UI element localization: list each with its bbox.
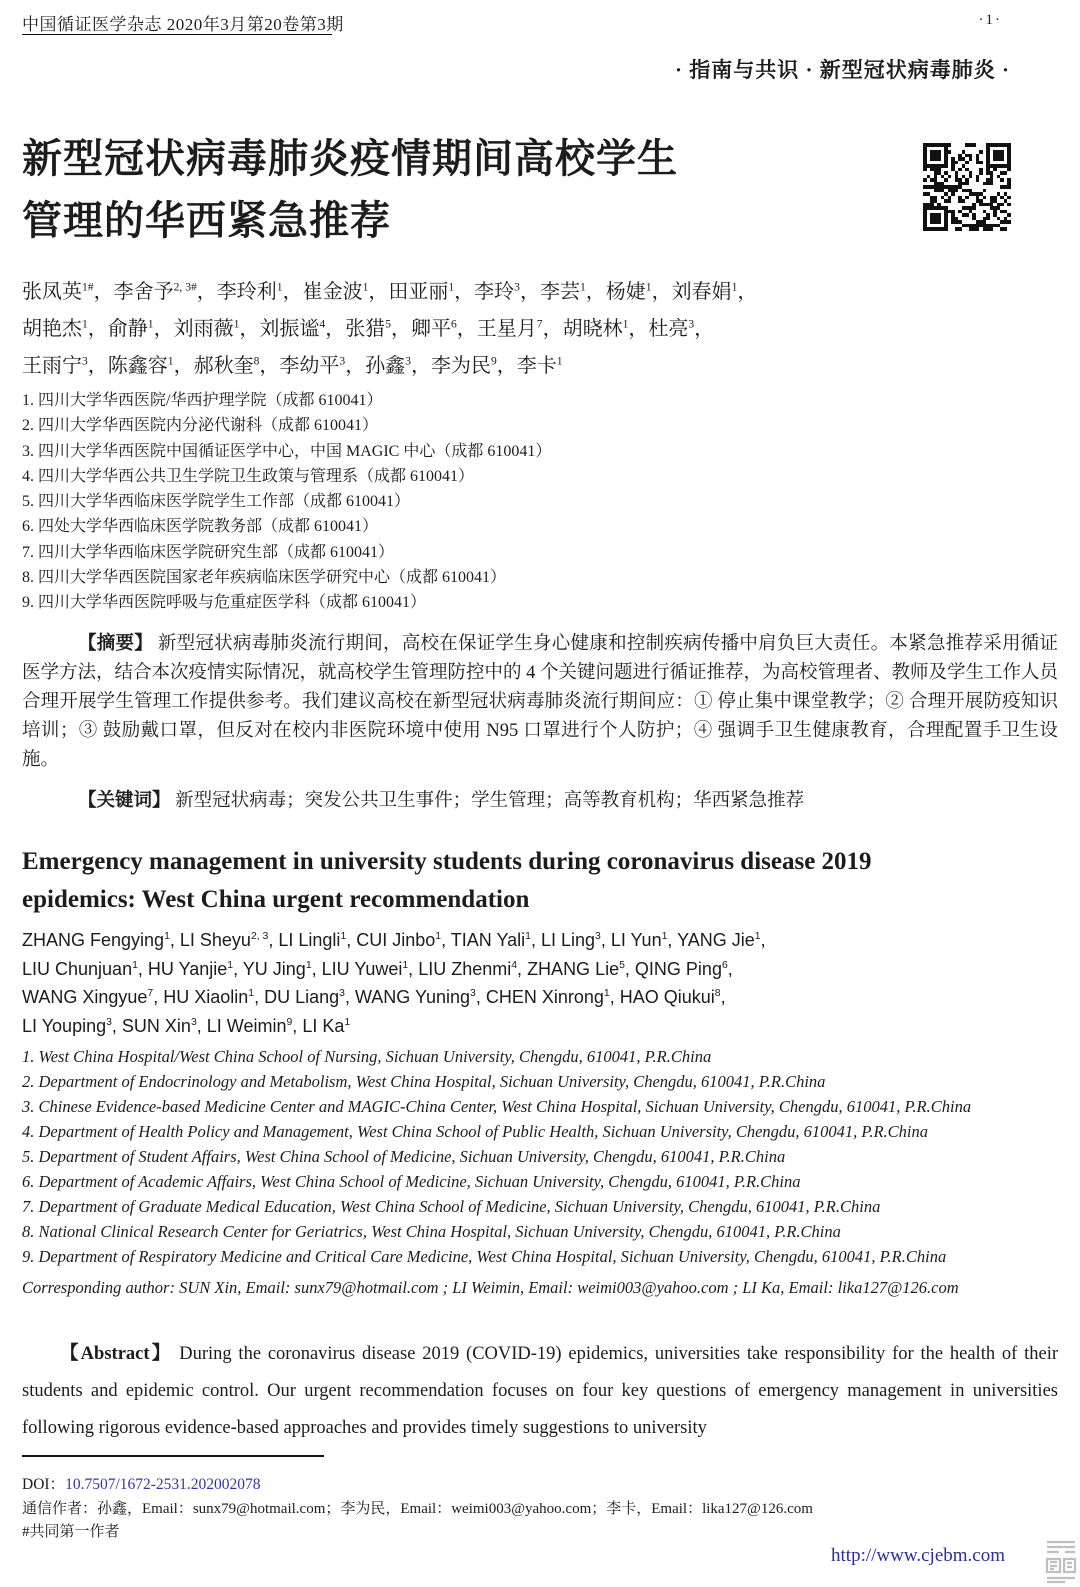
- author-affiliation-sup: 4: [511, 959, 518, 971]
- author-name: WANG Xingyue$^7$: [22, 987, 154, 1007]
- affiliation-cn-item: 2. 四川大学华西医院内分泌代谢科（成都 610041）: [22, 417, 379, 435]
- article-title-cn-line1: 新型冠状病毒肺炎疫情期间高校学生: [22, 137, 678, 181]
- author-affiliation-sup: 1: [622, 317, 629, 331]
- author-name: LI Ling$^3$: [540, 930, 601, 950]
- author-name: 王星月$^7$: [476, 317, 543, 340]
- author-name: 李玲$^3$: [474, 280, 520, 303]
- author-name: LI Weimin$^9$: [206, 1015, 293, 1036]
- abstract-cn-text: 新型冠状病毒肺炎流行期间，高校在保证学生身心健康和控制疾病传播中肩负巨大责任。本紧急推荐采用循证医学方法，结合本次疫情实际情况，就高校学生管理防控中的 4 个关键问题进行循证推荐，为高校管理者、教师及学生工作人员合理开展学生管理工作提供参考。我们建议高校在新型冠状病毒肺炎流行期间应：① 停止集中课堂教学；② 合理开展防疫知识培训；③ 鼓励戴口罩，但反对在校内非医院环境中使用 N95 口罩进行个人防护；④ 强调手卫生健康教育，合理配置手卫生设施。: [22, 634, 1059, 770]
- co-first-author-note: #共同第一作者: [22, 1524, 120, 1540]
- doi-link[interactable]: 10.7507/1672-2531.202002078: [65, 1476, 261, 1493]
- author-name: 刘春娟$^1$: [671, 280, 738, 303]
- author-name: 郝秋奎$^8$: [193, 354, 260, 377]
- author-line: LI Youping$^3$, SUN Xin$^3$, LI Weimin$^9$, LI Ka$^1$: [22, 1015, 351, 1036]
- author-name: YANG Jie$^1$: [677, 930, 761, 950]
- author-name: LIU Yuwei$^1$: [321, 958, 409, 979]
- author-name: CHEN Xinrong$^1$: [485, 987, 610, 1007]
- author-affiliation-sup: 3: [339, 988, 345, 999]
- author-affiliation-sup: 1: [525, 931, 531, 942]
- author-name: QING Ping$^6$: [634, 958, 728, 979]
- author-name: 卿平$^6$: [410, 317, 457, 340]
- corresponding-author-en: Corresponding author: SUN Xin, Email: sunx79@hotmail.com ; LI Weimin, Email: weimi003@yahoo.com ; LI Ka, Email: lika127@126.com: [22, 1278, 959, 1297]
- affiliation-cn-item: 9. 四川大学华西医院呼吸与危重症医学科（成都 610041）: [22, 594, 427, 612]
- author-name: 李芸$^1$: [539, 280, 586, 303]
- author-name: LIU Zhenmi$^4$: [418, 958, 518, 979]
- footnote-rule: [22, 1455, 324, 1457]
- author-line: 张凤英$^{1\#}$，李舍予$^{2, 3\#}$，李玲利$^1$，崔金波$^1$，田亚丽$^1$，李玲$^3$，李芸$^1$，杨婕$^1$，刘春娟$^1$，: [22, 280, 758, 303]
- article-title-cn: [22, 128, 882, 252]
- author-affiliation-sup: 1: [233, 317, 240, 331]
- author-name: 王雨宁$^3$: [22, 354, 88, 377]
- author-name: HAO Qiukui$^8$: [619, 987, 721, 1007]
- author-affiliation-sup: 1: [82, 317, 88, 331]
- author-line: LIU Chunjuan$^1$, HU Yanjie$^1$, YU Jing$^1$, LIU Yuwei$^1$, LIU Zhenmi$^4$, ZHANG Lie$^5$, QING Ping$^6$,: [22, 958, 733, 979]
- author-affiliation-sup: 3: [106, 1016, 112, 1028]
- page-number: ·1·: [978, 12, 1002, 28]
- author-affiliation-sup: 1: [579, 280, 586, 294]
- author-name: ZHANG Lie$^5$: [527, 958, 625, 979]
- author-name: 孙鑫$^3$: [365, 354, 411, 377]
- author-affiliation-sup: 1: [227, 959, 234, 971]
- author-name: 张猎$^5$: [345, 317, 391, 340]
- author-affiliation-sup: 9: [490, 354, 497, 368]
- author-name: 杨婕$^1$: [605, 280, 652, 303]
- author-affiliation-sup: 1: [344, 1016, 351, 1028]
- author-affiliation-sup: 9: [286, 1016, 293, 1028]
- author-name: DU Liang$^3$: [264, 987, 345, 1007]
- affiliation-en-item: 8. National Clinical Research Center for Geriatrics, West China Hospital, Sichuan University, Chengdu, 610041, P.R.China: [22, 1222, 841, 1241]
- affiliation-en-item: 9. Department of Respiratory Medicine and Critical Care Medicine, West China Hospital, Sichuan University, Chengdu, 610041, P.R.China: [22, 1247, 947, 1266]
- author-affiliation-sup: 7: [536, 317, 543, 331]
- author-name: 杜亮$^3$: [648, 317, 695, 340]
- author-name: TIAN Yali$^1$: [450, 930, 531, 950]
- author-affiliation-sup: 3: [595, 931, 601, 942]
- abstract-en-label: 【Abstract】: [60, 1344, 173, 1364]
- author-affiliation-sup: 6: [450, 317, 457, 331]
- author-affiliation-sup: 1: [164, 931, 170, 942]
- author-name: LIU Chunjuan$^1$: [22, 958, 138, 979]
- author-affiliation-sup: 8: [714, 988, 721, 999]
- author-name: HU Xiaolin$^1$: [163, 987, 255, 1007]
- author-affiliation-sup: 1: [132, 959, 138, 971]
- author-line: WANG Xingyue$^7$, HU Xiaolin$^1$, DU Liang$^3$, WANG Yuning$^3$, CHEN Xinrong$^1$, HAO Qiukui$^8$,: [22, 987, 726, 1007]
- author-name: LI Yun$^1$: [610, 930, 668, 950]
- author-name: 张凤英$^{1\#}$: [22, 280, 94, 303]
- author-affiliation-sup: 1: [305, 959, 312, 971]
- affiliation-en-item: 3. Chinese Evidence-based Medicine Center and MAGIC-China Center, West China Hospital, Sichuan University, Chengdu, 610041, P.R.China: [22, 1097, 972, 1116]
- author-name: 李卡$^1$: [516, 354, 563, 377]
- author-affiliation-sup: 3: [405, 354, 411, 368]
- author-affiliation-sup: 1: [147, 317, 154, 331]
- author-affiliation-sup: 1: [362, 280, 369, 294]
- author-affiliation-sup: 1: [448, 280, 455, 294]
- author-affiliation-sup: 1: [248, 988, 255, 999]
- affiliation-cn-item: 8. 四川大学华西医院国家老年疾病临床医学研究中心（成都 610041）: [22, 569, 507, 587]
- affiliation-cn-item: 6. 四处大学华西临床医学院教务部（成都 610041）: [22, 518, 379, 536]
- authors-en: [22, 926, 1032, 1040]
- journal-website-link[interactable]: http://www.cjebm.com: [831, 1545, 1005, 1566]
- author-affiliation-sup: 1: [435, 931, 442, 942]
- author-name: SUN Xin$^3$: [121, 1015, 197, 1036]
- author-name: HU Yanjie$^1$: [147, 958, 234, 979]
- author-affiliation-sup: 1: [731, 280, 738, 294]
- doi-line: [22, 1472, 261, 1494]
- author-name: 胡晓林$^1$: [562, 317, 629, 340]
- abstract-en: [22, 1336, 1058, 1447]
- author-name: 胡艳杰$^1$: [22, 317, 88, 340]
- author-affiliation-sup: 2, 3: [250, 931, 269, 942]
- author-name: LI Ka$^1$: [302, 1015, 351, 1036]
- author-affiliation-sup: 5: [385, 317, 391, 331]
- author-affiliation-sup: 1: [402, 959, 409, 971]
- author-name: 李为民$^9$: [430, 354, 497, 377]
- keywords-cn-text: 新型冠状病毒；突发公共卫生事件；学生管理；高等教育机构；华西紧急推荐: [170, 791, 805, 811]
- keywords-cn-label: 【关键词】: [78, 791, 171, 811]
- author-name: 陈鑫容$^1$: [107, 354, 174, 377]
- journal-issue-line: 中国循证医学杂志 2020年3月第20卷第3期: [22, 15, 344, 34]
- abstract-en-text: During the coronavirus disease 2019 (COVID-19) epidemics, universities take responsibility for the health of their students and epidemic control. Our urgent recommendation focuses on four key questions of emergency management in universities following rigorous evidence-based approaches and provides timely suggestions to university: [22, 1344, 1059, 1438]
- affiliation-cn-item: 3. 四川大学华西医院中国循证医学中心，中国 MAGIC 中心（成都 610041）: [22, 442, 552, 460]
- author-affiliation-sup: 1: [645, 280, 652, 294]
- author-affiliation-sup: 1: [661, 931, 668, 942]
- affiliation-cn-item: 7. 四川大学华西临床医学院研究生部（成都 610041）: [22, 543, 395, 561]
- affiliation-en-item: 6. Department of Academic Affairs, West China School of Medicine, Sichuan University, Chengdu, 610041, P.R.China: [22, 1172, 801, 1191]
- author-name: CUI Jinbo$^1$: [356, 930, 442, 950]
- author-affiliation-sup: 4: [319, 317, 326, 331]
- affiliation-cn-item: 5. 四川大学华西临床医学院学生工作部（成都 610041）: [22, 493, 411, 511]
- author-affiliation-sup: 1: [556, 354, 563, 368]
- affiliations-en: [22, 1044, 1058, 1300]
- author-affiliation-sup: 3: [82, 354, 88, 368]
- author-name: 刘雨薇$^1$: [173, 317, 240, 340]
- author-name: WANG Yuning$^3$: [354, 987, 476, 1007]
- abstract-cn-label: 【摘要】: [78, 634, 154, 654]
- author-affiliation-sup: 2, 3#: [173, 280, 197, 294]
- authors-cn: [22, 274, 1002, 385]
- author-line: 王雨宁$^3$，陈鑫容$^1$，郝秋奎$^8$，李幼平$^3$，孙鑫$^3$，李为民$^9$，李卡$^1$: [22, 354, 563, 377]
- author-name: 俞静$^1$: [107, 317, 154, 340]
- doi-label: DOI：: [22, 1476, 66, 1493]
- article-title-en: Emergency management in university students during coronavirus disease 2019 epidemics: West China urgent recommendation: [22, 848, 872, 913]
- affiliation-en-item: 4. Department of Health Policy and Management, West China School of Public Health, Sichuan University, Chengdu, 610041, P.R.China: [22, 1122, 929, 1141]
- author-affiliation-sup: 3: [470, 988, 476, 999]
- affiliation-cn-item: 1. 四川大学华西医院/华西护理学院（成都 610041）: [22, 392, 383, 409]
- affiliation-en-item: 2. Department of Endocrinology and Metabolism, West China Hospital, Sichuan University, Chengdu, 610041, P.R.China: [22, 1072, 826, 1091]
- header-rule: [22, 34, 332, 35]
- author-name: 刘振谧$^4$: [259, 317, 326, 340]
- abstract-cn: [22, 630, 1058, 775]
- affiliation-en-item: 1. West China Hospital/West China School of Nursing, Sichuan University, Chengdu, 610041, P.R.China: [22, 1047, 712, 1066]
- corresponding-author-cn: 通信作者：孙鑫，Email：sunx79@hotmail.com；李为民，Email：weimi003@yahoo.com；李卡，Email：lika127@126.com: [22, 1501, 813, 1517]
- author-name: 李幼平$^3$: [279, 354, 346, 377]
- author-name: 田亚丽$^1$: [388, 280, 455, 303]
- author-name: LI Youping$^3$: [22, 1015, 112, 1036]
- author-affiliation-sup: 1#: [82, 280, 94, 294]
- author-line: ZHANG Fengying$^1$, LI Sheyu$^{2, 3}$, LI Lingli$^1$, CUI Jinbo$^1$, TIAN Yali$^1$, LI Ling$^3$, LI Yun$^1$, YANG Jie$^1$,: [22, 930, 766, 950]
- author-name: 李玲利$^1$: [216, 280, 283, 303]
- author-affiliation-sup: 1: [340, 931, 347, 942]
- author-affiliation-sup: 1: [167, 354, 174, 368]
- author-affiliation-sup: 8: [253, 354, 260, 368]
- author-affiliation-sup: 1: [276, 280, 283, 294]
- affiliation-en-item: 5. Department of Student Affairs, West China School of Medicine, Sichuan University, Chengdu, 610041, P.R.China: [22, 1147, 786, 1166]
- affiliations-cn: [22, 388, 1022, 616]
- seal-icon: [1044, 1538, 1078, 1584]
- journal-logo-watermark: [1044, 1538, 1078, 1587]
- keywords-cn: [22, 786, 1058, 812]
- author-affiliation-sup: 5: [619, 959, 625, 971]
- author-name: 李舍予$^{2, 3\#}$: [113, 280, 197, 303]
- author-affiliation-sup: 1: [603, 988, 610, 999]
- author-name: YU Jing$^1$: [242, 958, 312, 979]
- author-name: 崔金波$^1$: [302, 280, 369, 303]
- article-title-cn-line2: 管理的华西紧急推荐: [22, 199, 391, 243]
- section-label: · 指南与共识 · 新型冠状病毒肺炎 ·: [674, 58, 1010, 82]
- affiliation-en-item: 7. Department of Graduate Medical Education, West China School of Medicine, Sichuan University, Chengdu, 610041, P.R.China: [22, 1197, 881, 1216]
- author-name: LI Lingli$^1$: [278, 930, 347, 950]
- author-affiliation-sup: 3: [339, 354, 346, 368]
- author-name: LI Sheyu$^{2, 3}$: [179, 930, 269, 950]
- affiliations-en-list: [22, 1044, 1058, 1269]
- article-qr-code: [923, 143, 1011, 231]
- author-affiliation-sup: 3: [190, 1016, 197, 1028]
- affiliation-cn-item: 4. 四川大学华西公共卫生学院卫生政策与管理系（成都 610041）: [22, 467, 475, 485]
- author-name: ZHANG Fengying$^1$: [22, 930, 170, 950]
- author-affiliation-sup: 3: [688, 317, 695, 331]
- author-affiliation-sup: 1: [754, 931, 761, 942]
- author-affiliation-sup: 3: [514, 280, 520, 294]
- author-affiliation-sup: 6: [721, 959, 728, 971]
- author-affiliation-sup: 7: [147, 988, 154, 999]
- author-line: 胡艳杰$^1$，俞静$^1$，刘雨薇$^1$，刘振谧$^4$，张猎$^5$，卿平$^6$，王星月$^7$，胡晓林$^1$，杜亮$^3$，: [22, 317, 715, 340]
